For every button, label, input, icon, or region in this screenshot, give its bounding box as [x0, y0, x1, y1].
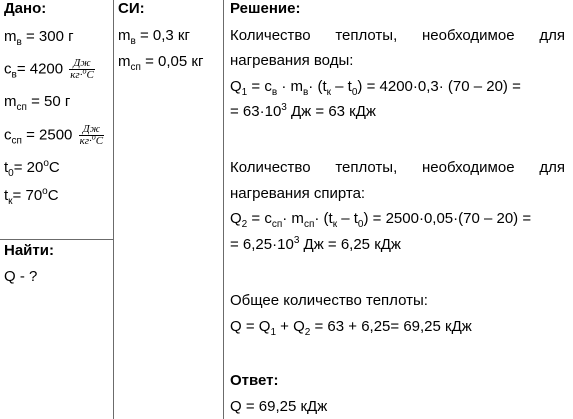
given-mass-water: $m_в = 300$ г: [4, 28, 74, 48]
find-header: Найти:: [4, 242, 54, 259]
find-unknown: Q - ?: [4, 268, 38, 285]
formula-total-heat: $Q = Q_1 + Q_2 = 63 + 6,25= 69,25$ кДж: [230, 318, 472, 338]
column-divider-si: [223, 0, 224, 419]
given-header: Дано:: [4, 0, 47, 17]
formula-heat-water-result: = $63\cdot 10^3$ Дж = 63 кДж: [230, 102, 376, 120]
formula-heat-alcohol-result: = $6,25\cdot 10^3$ Дж = 6,25 кДж: [230, 235, 401, 253]
answer-header: Ответ:: [230, 372, 279, 389]
solution-text-alcohol-line2: нагревания спирта:: [230, 185, 366, 202]
column-divider-given: [113, 0, 114, 419]
solution-text-water-line1: Количество теплоты, необходимое для: [230, 27, 565, 44]
row-divider-find: [0, 239, 114, 240]
si-header: СИ:: [118, 0, 145, 17]
total-heat-label: Общее количество теплоты:: [230, 292, 428, 309]
solution-text-water-line2: нагревания воды:: [230, 52, 354, 69]
given-mass-alcohol: $m_{сп} = 50$ г: [4, 93, 71, 113]
given-heat-capacity-alcohol: $c_{сп} = 2500$ $\frac{Дж}{кг\cdot^oC}$: [4, 123, 104, 147]
unit-fraction: $\frac{Дж}{кг\cdot^oC}$: [70, 57, 94, 81]
answer-value: Q = 69,25 кДж: [230, 398, 328, 415]
given-initial-temperature: $t_0= 20^oC$: [4, 158, 60, 179]
formula-heat-alcohol: $Q_2 = c_{сп}\cdot m_{сп}\cdot (t_к - t_0) = 2500\cdot 0,05\cdot(70 - 20)$ =: [230, 210, 532, 230]
si-mass-water: $m_в = 0,3$ кг: [118, 27, 190, 47]
solution-header: Решение:: [230, 0, 301, 17]
given-final-temperature: $t_к= 70^oC$: [4, 186, 59, 207]
si-mass-alcohol: $m_{сп} = 0,05$ кг: [118, 53, 204, 73]
formula-heat-water: $Q_1 = c_в \cdot m_в\cdot (t_к - t_0) = 4200\cdot 0,3\cdot (70 - 20)$ =: [230, 78, 521, 98]
solution-text-alcohol-line1: Количество теплоты, необходимое для: [230, 159, 565, 176]
unit-fraction: $\frac{Дж}{кг\cdot^oC}$: [79, 123, 104, 147]
given-heat-capacity-water: $c_в= 4200$ $\frac{Дж}{кг\cdot^oC}$: [4, 57, 94, 81]
